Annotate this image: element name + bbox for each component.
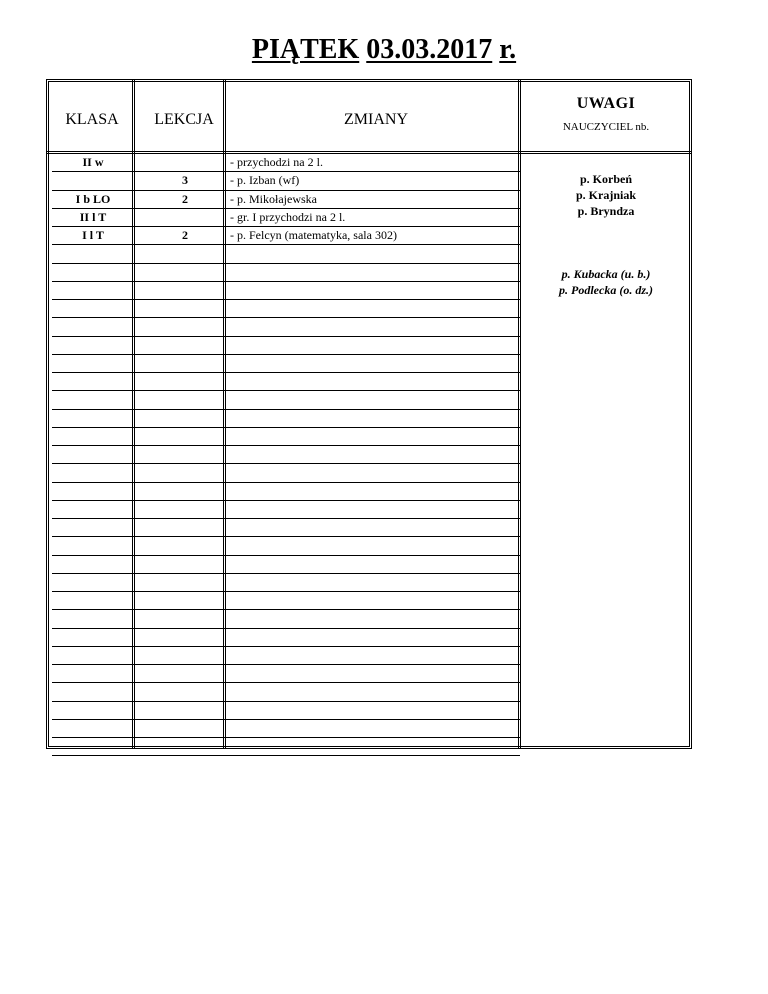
cell-lekcja bbox=[140, 464, 230, 482]
cell-klasa bbox=[52, 264, 134, 282]
cell-lekcja bbox=[140, 629, 230, 647]
cell-zmiany bbox=[230, 318, 520, 336]
cell-klasa bbox=[52, 245, 134, 263]
header-klasa: KLASA bbox=[65, 111, 119, 128]
header-lekcja: LEKCJA bbox=[154, 111, 214, 128]
cell-zmiany bbox=[230, 355, 520, 373]
cell-zmiany bbox=[230, 483, 520, 501]
uwagi-teachers-block-2 bbox=[525, 266, 687, 298]
table-row bbox=[52, 264, 520, 282]
table-row bbox=[52, 209, 520, 227]
cell-lekcja bbox=[140, 300, 230, 318]
table-row bbox=[52, 446, 520, 464]
cell-zmiany bbox=[230, 556, 520, 574]
cell-lekcja bbox=[140, 282, 230, 300]
cell-lekcja bbox=[140, 337, 230, 355]
cell-klasa bbox=[52, 738, 134, 756]
cell-lekcja bbox=[140, 483, 230, 501]
cell-lekcja bbox=[140, 720, 230, 738]
cell-klasa bbox=[52, 519, 134, 537]
cell-klasa bbox=[52, 446, 134, 464]
cell-klasa bbox=[52, 592, 134, 610]
cell-klasa bbox=[52, 610, 134, 628]
cell-zmiany bbox=[230, 519, 520, 537]
cell-klasa bbox=[52, 355, 134, 373]
title-date: 03.03.2017 bbox=[366, 34, 493, 65]
table-row bbox=[52, 154, 520, 172]
table-row bbox=[52, 610, 520, 628]
cell-klasa bbox=[52, 410, 134, 428]
cell-klasa bbox=[52, 702, 134, 720]
cell-zmiany bbox=[230, 629, 520, 647]
cell-klasa bbox=[52, 428, 134, 446]
table-row bbox=[52, 391, 520, 409]
cell-lekcja: 2 bbox=[182, 228, 188, 242]
table-row bbox=[52, 647, 520, 665]
cell-zmiany: - przychodzi na 2 l. bbox=[230, 155, 323, 169]
cell-zmiany bbox=[230, 410, 520, 428]
cell-zmiany bbox=[230, 391, 520, 409]
cell-zmiany bbox=[230, 282, 520, 300]
cell-klasa bbox=[52, 282, 134, 300]
cell-klasa bbox=[52, 300, 134, 318]
cell-lekcja bbox=[140, 245, 230, 263]
uwagi-teacher: p. Krajniak bbox=[575, 188, 636, 202]
table-row bbox=[52, 245, 520, 263]
cell-lekcja bbox=[140, 574, 230, 592]
cell-zmiany bbox=[230, 720, 520, 738]
cell-klasa bbox=[52, 537, 134, 555]
table-row bbox=[52, 683, 520, 701]
table-row bbox=[52, 483, 520, 501]
cell-lekcja: 3 bbox=[182, 173, 188, 188]
table-row bbox=[52, 702, 520, 720]
table-row bbox=[52, 337, 520, 355]
title-day: PIĄTEK bbox=[251, 34, 360, 65]
cell-lekcja bbox=[140, 501, 230, 519]
cell-lekcja bbox=[140, 410, 230, 428]
cell-zmiany bbox=[230, 702, 520, 720]
cell-lekcja bbox=[140, 738, 230, 756]
table-row bbox=[52, 665, 520, 683]
cell-klasa: I l T bbox=[82, 228, 104, 242]
cell-lekcja bbox=[140, 665, 230, 683]
table-row bbox=[52, 172, 520, 190]
header-nauczyciel: NAUCZYCIEL nb. bbox=[562, 121, 650, 133]
cell-zmiany: - p. Mikołajewska bbox=[230, 191, 317, 206]
cell-klasa bbox=[52, 720, 134, 738]
cell-klasa bbox=[52, 337, 134, 355]
cell-klasa bbox=[52, 556, 134, 574]
cell-klasa bbox=[52, 172, 134, 190]
cell-zmiany bbox=[230, 537, 520, 555]
cell-lekcja bbox=[140, 355, 230, 373]
table-row bbox=[52, 318, 520, 336]
cell-zmiany bbox=[230, 464, 520, 482]
table-row bbox=[52, 227, 520, 245]
header-zmiany: ZMIANY bbox=[344, 111, 408, 128]
cell-lekcja bbox=[140, 154, 230, 172]
cell-lekcja bbox=[140, 428, 230, 446]
cell-zmiany bbox=[230, 738, 520, 756]
table-row bbox=[52, 556, 520, 574]
cell-klasa: I b LO bbox=[75, 191, 111, 206]
cell-klasa: II w bbox=[82, 155, 104, 169]
cell-lekcja bbox=[140, 446, 230, 464]
table-row bbox=[52, 629, 520, 647]
cell-lekcja bbox=[140, 318, 230, 336]
uwagi-teachers-block-1 bbox=[525, 171, 687, 219]
cell-lekcja bbox=[140, 702, 230, 720]
cell-lekcja bbox=[140, 537, 230, 555]
table-row bbox=[52, 537, 520, 555]
cell-zmiany bbox=[230, 574, 520, 592]
cell-klasa: II l T bbox=[79, 209, 107, 224]
cell-klasa bbox=[52, 574, 134, 592]
table-row bbox=[52, 282, 520, 300]
table-row bbox=[52, 501, 520, 519]
uwagi-teacher: p. Kubacka (u. b.) bbox=[561, 267, 651, 281]
cell-klasa bbox=[52, 647, 134, 665]
cell-klasa bbox=[52, 665, 134, 683]
cell-zmiany: - gr. I przychodzi na 2 l. bbox=[230, 209, 346, 224]
cell-klasa bbox=[52, 391, 134, 409]
cell-klasa bbox=[52, 464, 134, 482]
cell-lekcja bbox=[140, 209, 230, 227]
table-row bbox=[52, 464, 520, 482]
cell-klasa bbox=[52, 629, 134, 647]
cell-lekcja bbox=[140, 391, 230, 409]
cell-zmiany bbox=[230, 446, 520, 464]
table-row bbox=[52, 300, 520, 318]
cell-lekcja bbox=[140, 264, 230, 282]
cell-lekcja bbox=[140, 610, 230, 628]
cell-klasa bbox=[52, 683, 134, 701]
cell-lekcja bbox=[140, 556, 230, 574]
cell-zmiany: - p. Felcyn (matematyka, sala 302) bbox=[230, 228, 397, 242]
table-row bbox=[52, 720, 520, 738]
cell-zmiany bbox=[230, 683, 520, 701]
table-row bbox=[52, 519, 520, 537]
cell-zmiany bbox=[230, 337, 520, 355]
table-row bbox=[52, 738, 520, 756]
cell-lekcja bbox=[140, 592, 230, 610]
table-row bbox=[52, 574, 520, 592]
cell-zmiany: - p. Izban (wf) bbox=[230, 173, 300, 188]
cell-zmiany bbox=[230, 300, 520, 318]
table-row bbox=[52, 373, 520, 391]
uwagi-teacher: p. Podlecka (o. dz.) bbox=[559, 283, 653, 297]
table-row bbox=[52, 592, 520, 610]
cell-zmiany bbox=[230, 501, 520, 519]
cell-zmiany bbox=[230, 610, 520, 628]
cell-lekcja bbox=[140, 647, 230, 665]
header-uwagi: UWAGI bbox=[576, 95, 636, 112]
cell-klasa bbox=[52, 501, 134, 519]
cell-zmiany bbox=[230, 647, 520, 665]
page-title bbox=[0, 34, 768, 66]
cell-klasa bbox=[52, 318, 134, 336]
cell-zmiany bbox=[230, 373, 520, 391]
cell-klasa bbox=[52, 483, 134, 501]
table-row bbox=[52, 191, 520, 209]
cell-lekcja bbox=[140, 683, 230, 701]
table-row bbox=[52, 410, 520, 428]
cell-lekcja bbox=[140, 373, 230, 391]
cell-zmiany bbox=[230, 245, 520, 263]
cell-zmiany bbox=[230, 264, 520, 282]
schedule-rows bbox=[52, 154, 520, 756]
cell-zmiany bbox=[230, 428, 520, 446]
uwagi-teacher: p. Korbeń bbox=[579, 172, 632, 186]
title-suffix: r. bbox=[499, 34, 517, 65]
table-row bbox=[52, 428, 520, 446]
uwagi-teacher: p. Bryndza bbox=[577, 204, 635, 218]
cell-zmiany bbox=[230, 592, 520, 610]
cell-lekcja bbox=[140, 519, 230, 537]
cell-lekcja: 2 bbox=[182, 191, 188, 206]
table-row bbox=[52, 355, 520, 373]
cell-klasa bbox=[52, 373, 134, 391]
cell-zmiany bbox=[230, 665, 520, 683]
